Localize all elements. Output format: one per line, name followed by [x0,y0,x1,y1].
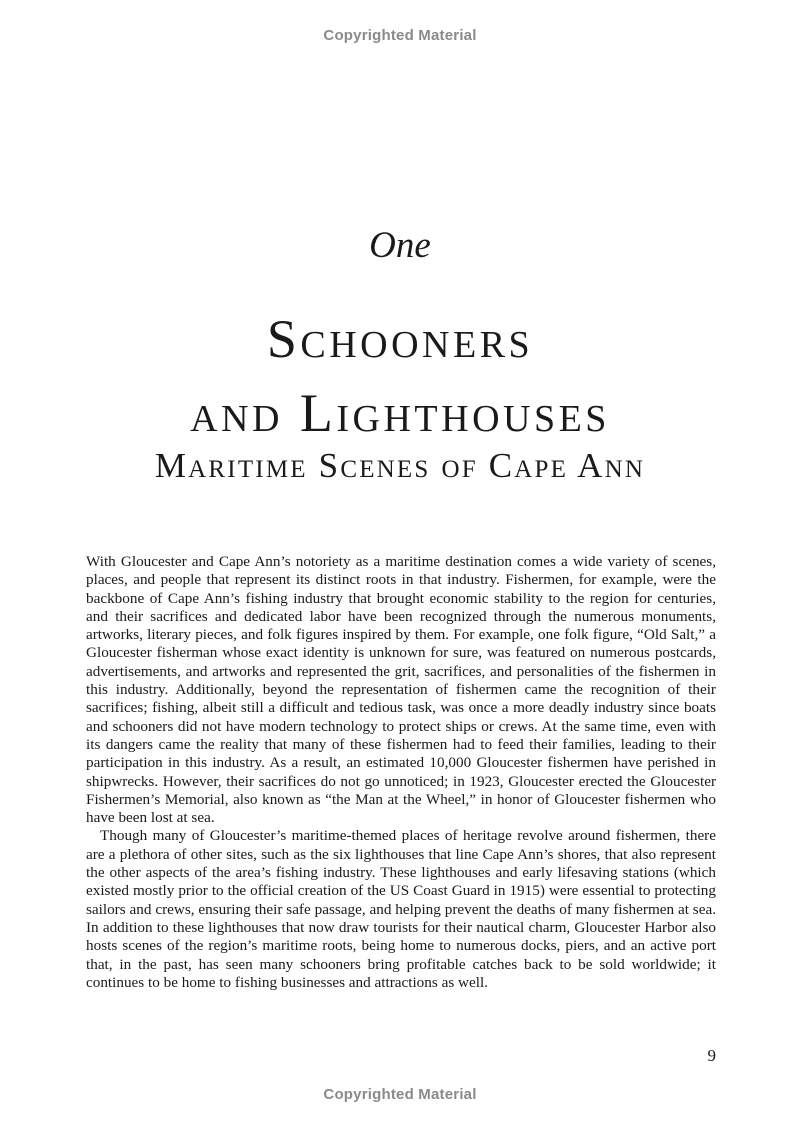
body-text [86,553,716,992]
body-paragraph-2: Though many of Gloucester’s maritime-themed places of heritage revolve around fishermen, there are a plethora of other sites, such as the six lighthouses that line Cape Ann’s shores, that also represent the other aspects of the area’s fishing industry. These lighthouses and early lifesaving stations (which existed mostly prior to the official creation of the US Coast Guard in 1915) were essential to protecting sailors and crews, ensuring their safe passage, and helping prevent the deaths of many fishermen at sea. In addition to these lighthouses that now draw tourists for their nautical charm, Gloucester Harbor also hosts scenes of the region’s maritime roots, being home to numerous docks, piers, and an active port that, in the past, has seen many schooners bring profitable catches back to be sold worldwide; it continues to be home to fishing businesses and attractions as well. [86,827,716,991]
chapter-number: One [369,225,431,266]
copyright-watermark-bottom: Copyrighted Material [323,1086,477,1103]
body-paragraph-1: With Gloucester and Cape Ann’s notoriety as a maritime destination comes a wide variety of scenes, places, and people that represent its distinct roots in that industry. Fishermen, for example, were the backbone of Cape Ann’s fishing industry that brought economic stability to the region for centuries, and their sacrifices and dedicated labor have been recognized through the numerous monuments, artworks, literary pieces, and folk figures inspired by them. For example, one folk figure, “Old Salt,” a Gloucester fisherman whose exact identity is unknown for sure, was featured on numerous postcards, advertisements, and artworks and represented the grit, sacrifices, and personalities of the fishermen in this industry. Additionally, beyond the representation of fishermen came the recognition of their sacrifices; fishing, albeit still a difficult and tedious task, was once a more deadly industry since boats and schooners did not have modern technology to protect ships or crews. At the same time, even with its dangers came the reality that many of these fishermen had to feed their families, leading to their participation in this industry. As a result, an estimated 10,000 Gloucester fishermen have perished in shipwrecks. However, their sacrifices do not go unnoticed; in 1923, Gloucester erected the Gloucester Fishermen’s Memorial, also known as “the Man at the Wheel,” in honor of Gloucester fishermen who have been lost at sea. [86,553,716,827]
copyright-watermark-top: Copyrighted Material [323,27,477,44]
chapter-title-line-2: and Lighthouses [190,383,610,443]
chapter-title-line-1: Schooners [266,309,534,369]
page-number: 9 [707,1046,716,1065]
chapter-subtitle: Maritime Scenes of Cape Ann [154,446,646,485]
